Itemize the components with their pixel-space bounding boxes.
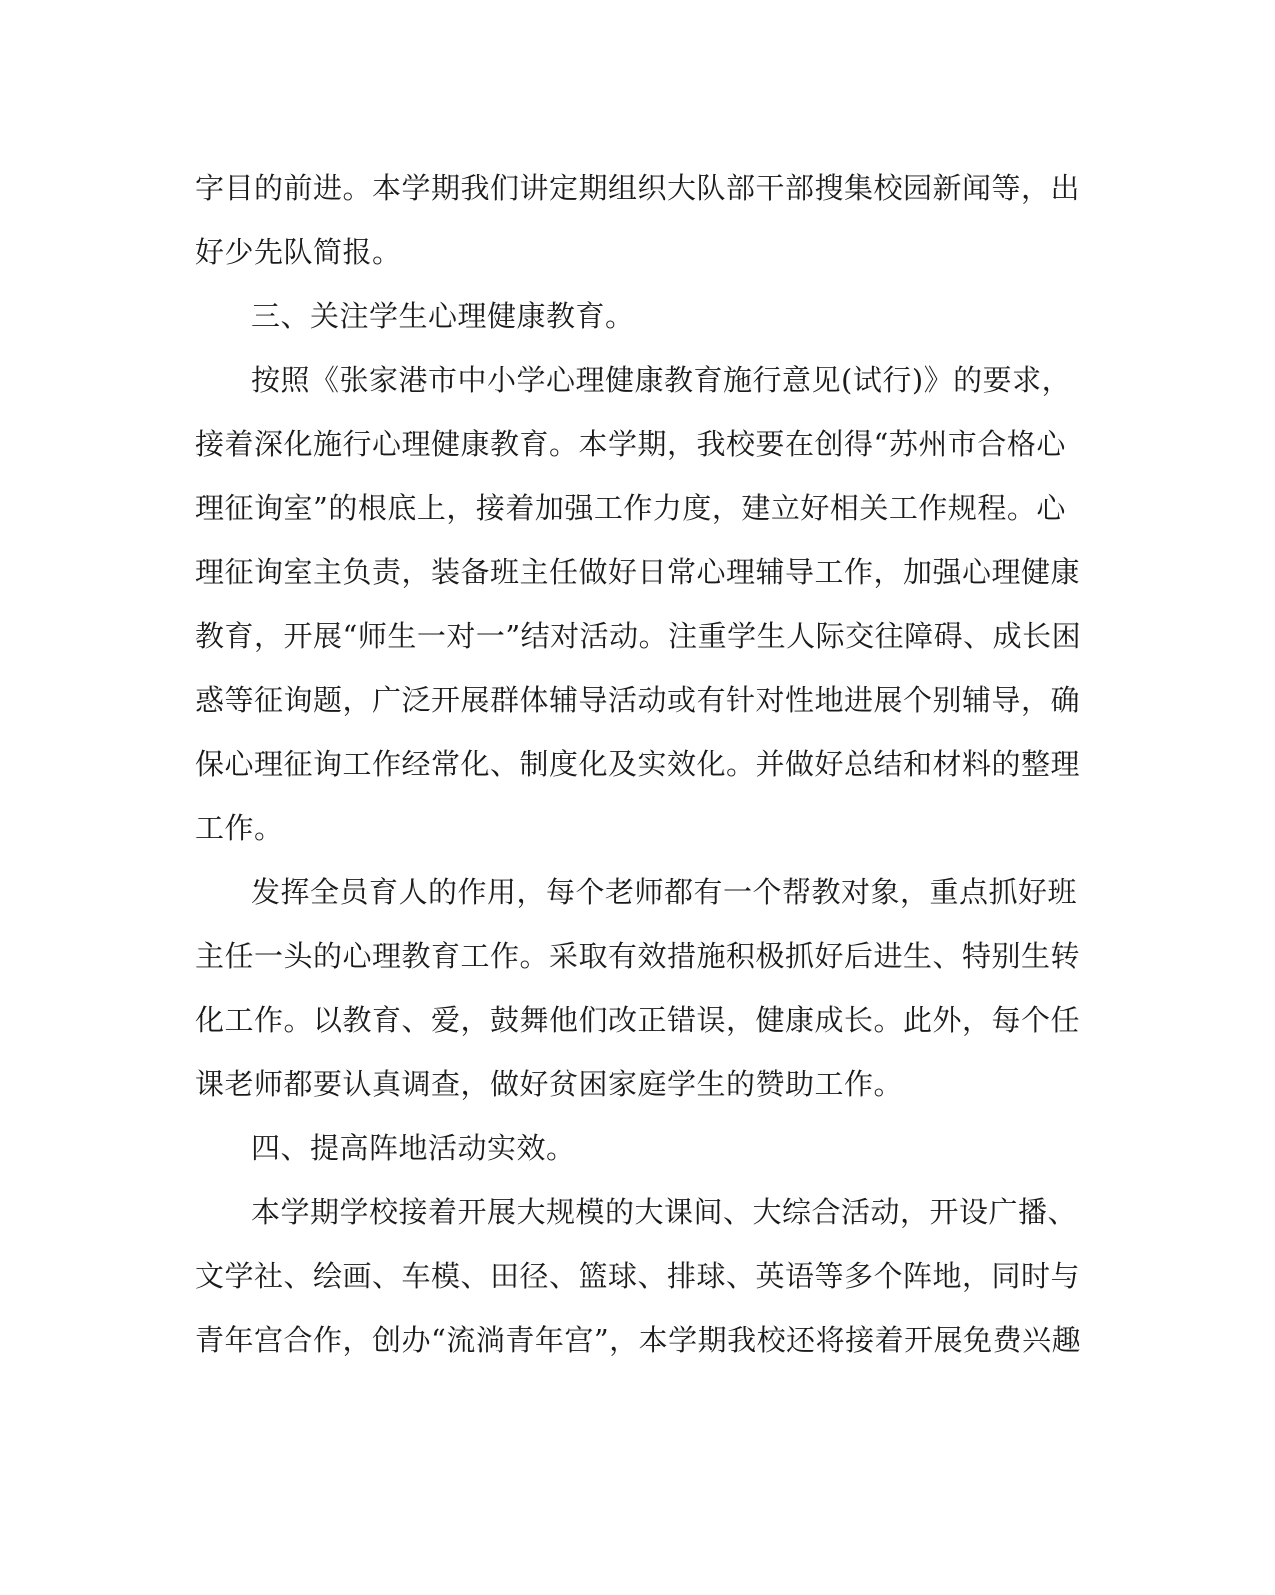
- text-line: 按照《张家港市中小学心理健康教育施行意见(试行)》的要求，: [251, 363, 1072, 397]
- text-line: 文学社、绘画、车模、田径、篮球、排球、英语等多个阵地，同时与: [195, 1259, 1081, 1293]
- section-heading: 四、提高阵地活动实效。: [251, 1131, 576, 1165]
- text-line: 教育，开展“师生一对一”结对活动。注重学生人际交往障碍、成长困: [195, 619, 1082, 653]
- text-line: 好少先队简报。: [195, 235, 402, 269]
- section-heading: 三、关注学生心理健康教育。: [251, 299, 635, 333]
- text-line: 发挥全员育人的作用，每个老师都有一个帮教对象，重点抓好班: [251, 875, 1078, 909]
- text-line: 接着深化施行心理健康教育。本学期，我校要在创得“苏州市合格心: [195, 427, 1066, 461]
- text-line: 理征询室”的根底上，接着加强工作力度，建立好相关工作规程。心: [195, 491, 1066, 525]
- text-line: 工作。: [195, 811, 284, 845]
- text-line: 课老师都要认真调查，做好贫困家庭学生的赞助工作。: [195, 1067, 904, 1101]
- text-line: 理征询室主负责，装备班主任做好日常心理辅导工作，加强心理健康: [195, 555, 1081, 589]
- text-line: 主任一头的心理教育工作。采取有效措施积极抓好后进生、特别生转: [195, 939, 1081, 973]
- text-line: 青年宫合作，创办“流淌青年宫”，本学期我校还将接着开展免费兴趣: [195, 1323, 1082, 1357]
- text-line: 化工作。以教育、爱，鼓舞他们改正错误，健康成长。此外，每个任: [195, 1003, 1081, 1037]
- text-line: 本学期学校接着开展大规模的大课间、大综合活动，开设广播、: [251, 1195, 1078, 1229]
- text-line: 保心理征询工作经常化、制度化及实效化。并做好总结和材料的整理: [195, 747, 1081, 781]
- text-line: 字目的前进。本学期我们讲定期组织大队部干部搜集校园新闻等，出: [195, 171, 1081, 205]
- text-line: 惑等征询题，广泛开展群体辅导活动或有针对性地进展个别辅导，确: [195, 683, 1081, 717]
